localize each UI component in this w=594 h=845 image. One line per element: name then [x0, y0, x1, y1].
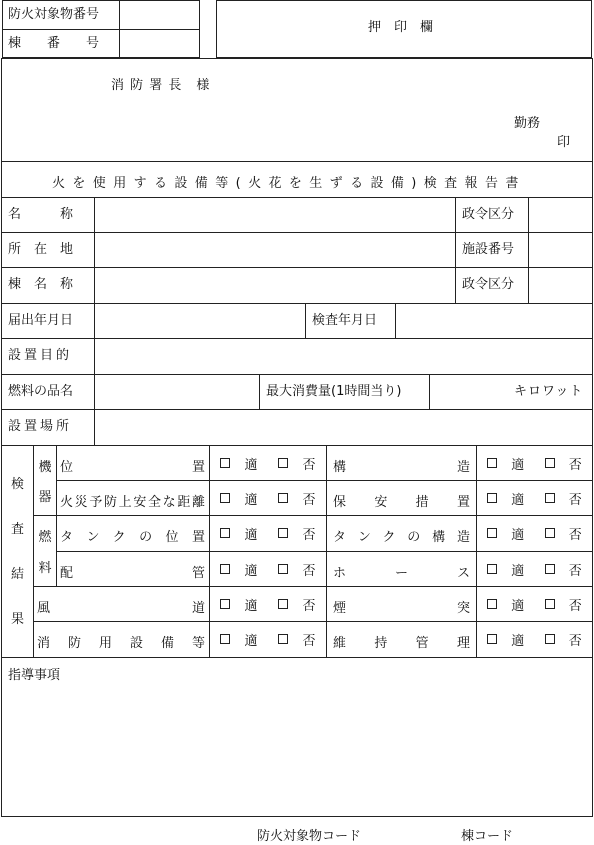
pass-checkbox-left-3[interactable]: 適 [220, 560, 257, 579]
building-number-field[interactable] [120, 30, 198, 57]
result-item-right-0: 構 造 [333, 460, 470, 475]
result-item-right-4: 煙 突 [333, 601, 470, 616]
fail-checkbox-right-3[interactable]: 否 [545, 560, 582, 579]
checkbox-icon [545, 634, 555, 644]
inspection-date-field[interactable] [396, 304, 591, 337]
checkbox-icon [545, 528, 555, 538]
checkbox-icon [220, 564, 230, 574]
purpose-field[interactable] [95, 339, 591, 373]
fail-checkbox-right-4[interactable]: 否 [545, 595, 582, 614]
result-item-right-5: 維 持 管 理 [333, 636, 470, 651]
ordinance-class-label-2: 政令区分 [462, 277, 515, 292]
address-field[interactable] [95, 233, 454, 266]
fail-checkbox-left-0[interactable]: 否 [278, 454, 315, 473]
pass-checkbox-right-4[interactable]: 適 [487, 595, 524, 614]
pass-checkbox-left-2[interactable]: 適 [220, 524, 257, 543]
location-label: 設置場所 [8, 419, 73, 434]
fail-checkbox-left-2[interactable]: 否 [278, 524, 315, 543]
judgement-right-3 [477, 552, 592, 586]
checkbox-icon [278, 493, 288, 503]
judgement-left-1 [210, 481, 326, 515]
building-number-label: 棟 番 号 [8, 36, 100, 51]
address-label: 所 在 地 [8, 242, 74, 257]
fail-checkbox-left-3[interactable]: 否 [278, 560, 315, 579]
fail-checkbox-right-1[interactable]: 否 [545, 489, 582, 508]
building-name-field[interactable] [95, 268, 454, 302]
fire-object-code-label: 防火対象物コード [257, 829, 362, 844]
result-item-left-2: タンクの位置 [60, 530, 205, 545]
checkbox-icon [487, 493, 497, 503]
fail-checkbox-right-2[interactable]: 否 [545, 524, 582, 543]
building-name-label: 棟 名 称 [8, 277, 74, 292]
max-consumption-field[interactable] [430, 375, 510, 408]
judgement-right-5 [477, 622, 592, 656]
facility-number-field[interactable] [529, 233, 591, 266]
pass-checkbox-left-1[interactable]: 適 [220, 489, 257, 508]
pass-checkbox-left-4[interactable]: 適 [220, 595, 257, 614]
building-code-label: 棟コード [461, 829, 514, 844]
checkbox-icon [220, 599, 230, 609]
guidance-label: 指導事項 [8, 668, 61, 683]
ordinance-class-label-1: 政令区分 [462, 207, 515, 222]
location-field[interactable] [95, 410, 591, 444]
fuel-name-field[interactable] [95, 375, 258, 408]
purpose-label: 設置目的 [8, 348, 73, 363]
pass-checkbox-left-5[interactable]: 適 [220, 630, 257, 649]
equipment-group-label: 機 器 [38, 459, 52, 505]
judgement-left-3 [210, 552, 326, 586]
facility-number-label: 施設番号 [462, 242, 515, 257]
judgement-right-0 [477, 446, 592, 480]
fail-checkbox-left-5[interactable]: 否 [278, 630, 315, 649]
result-item-left-5: 消防用設備等 [37, 636, 205, 651]
name-field[interactable] [95, 198, 454, 231]
judgement-right-1 [477, 481, 592, 515]
checkbox-icon [545, 458, 555, 468]
checkbox-icon [278, 528, 288, 538]
fuel-name-label: 燃料の品名 [8, 384, 74, 399]
checkbox-icon [487, 564, 497, 574]
judgement-right-4 [477, 587, 592, 621]
ordinance-class-field-1[interactable] [529, 198, 591, 231]
checkbox-icon [220, 493, 230, 503]
judgement-right-2 [477, 516, 592, 550]
checkbox-icon [487, 458, 497, 468]
office-label: 勤務 [514, 116, 541, 131]
fail-checkbox-right-5[interactable]: 否 [545, 630, 582, 649]
inspection-result-label: 検 査 結 果 [10, 477, 24, 627]
notification-date-label: 届出年月日 [8, 313, 74, 328]
pass-checkbox-right-3[interactable]: 適 [487, 560, 524, 579]
max-consumption-label: 最大消費量(1時間当り) [266, 384, 402, 399]
result-item-right-3: ホ ー ス [333, 566, 470, 581]
checkbox-icon [220, 634, 230, 644]
pass-checkbox-right-2[interactable]: 適 [487, 524, 524, 543]
judgement-left-2 [210, 516, 326, 550]
report-title-text: 火を使用する設備等(火花を生ずる設備)検査報告書 [52, 176, 526, 191]
result-item-right-1: 保 安 措 置 [333, 495, 470, 510]
fail-checkbox-left-4[interactable]: 否 [278, 595, 315, 614]
checkbox-icon [545, 599, 555, 609]
result-item-right-2: タンクの構造 [333, 530, 470, 545]
pass-checkbox-right-5[interactable]: 適 [487, 630, 524, 649]
pass-checkbox-right-0[interactable]: 適 [487, 454, 524, 473]
kilowatt-unit-label: キロワット [514, 384, 584, 399]
fire-chief-addressee: 消 防 署 長 様 [111, 78, 211, 93]
notification-date-field[interactable] [95, 304, 304, 337]
fail-checkbox-right-0[interactable]: 否 [545, 454, 582, 473]
fire-object-number-field[interactable] [120, 1, 198, 28]
checkbox-icon [545, 564, 555, 574]
checkbox-icon [278, 599, 288, 609]
checkbox-icon [487, 599, 497, 609]
name-label: 名 称 [8, 207, 74, 222]
inspection-date-label: 検査年月日 [312, 313, 378, 328]
fuel-group-label: 燃 料 [38, 530, 52, 576]
seal-mark: 印 [557, 135, 571, 150]
judgement-left-5 [210, 622, 326, 656]
checkbox-icon [545, 493, 555, 503]
checkbox-icon [278, 564, 288, 574]
seal-column-label: 押 印 欄 [368, 20, 434, 35]
pass-checkbox-left-0[interactable]: 適 [220, 454, 257, 473]
pass-checkbox-right-1[interactable]: 適 [487, 489, 524, 508]
checkbox-icon [220, 458, 230, 468]
ordinance-class-field-2[interactable] [529, 268, 591, 302]
judgement-left-4 [210, 587, 326, 621]
checkbox-icon [278, 634, 288, 644]
fail-checkbox-left-1[interactable]: 否 [278, 489, 315, 508]
result-item-left-3: 配 管 [60, 566, 205, 581]
result-item-left-1: 火災予防上安全な距離 [60, 495, 205, 510]
checkbox-icon [220, 528, 230, 538]
judgement-left-0 [210, 446, 326, 480]
fire-object-number-label: 防火対象物番号 [8, 7, 100, 22]
checkbox-icon [487, 634, 497, 644]
checkbox-icon [487, 528, 497, 538]
result-item-left-0: 位 置 [60, 460, 205, 475]
checkbox-icon [278, 458, 288, 468]
result-item-left-4: 風 道 [37, 601, 205, 616]
report-title [52, 172, 542, 191]
guidance-field[interactable] [3, 688, 591, 814]
